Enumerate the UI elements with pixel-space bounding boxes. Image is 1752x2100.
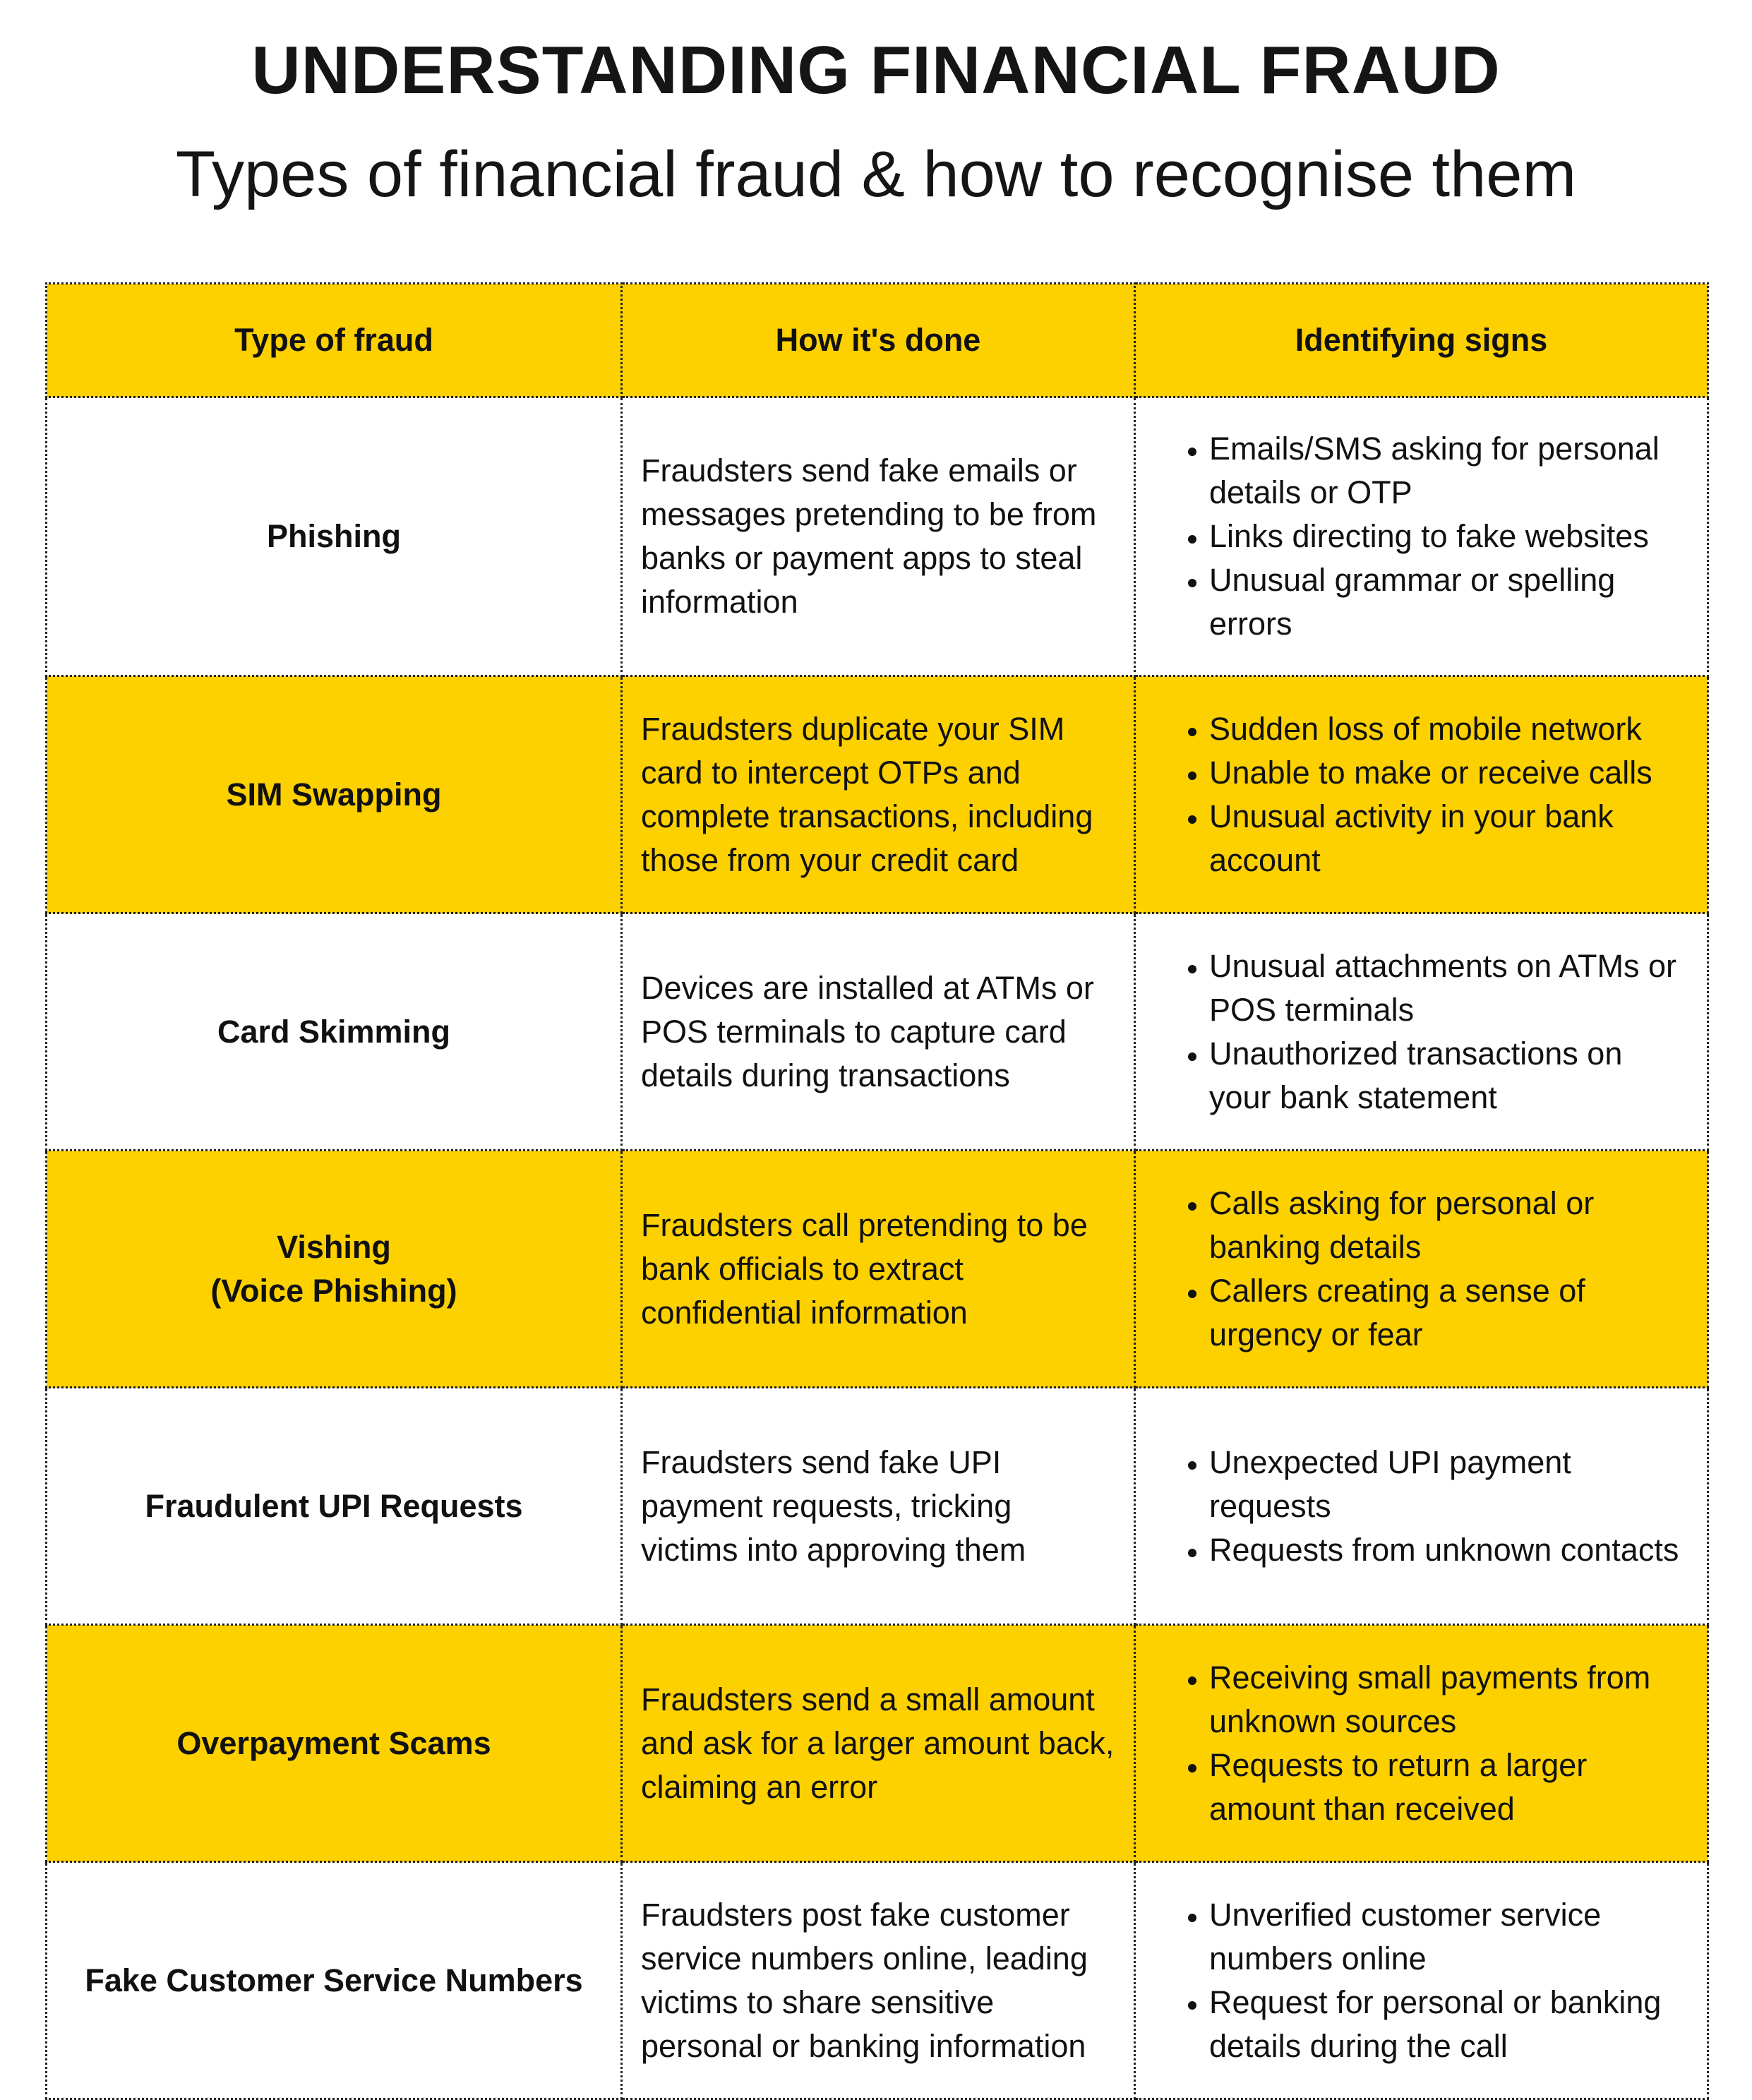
sign-item: • Unauthorized transactions on your bank statement	[1209, 1032, 1693, 1120]
fraud-type-cell: SIM Swapping	[47, 676, 622, 913]
how-done-cell: Devices are installed at ATMs or POS terminals to capture card details during transactions	[622, 913, 1135, 1151]
sign-item: • Callers creating a sense of urgency or fear	[1209, 1269, 1693, 1357]
fraud-type-cell: Card Skimming	[47, 913, 622, 1151]
signs-cell	[1135, 1625, 1708, 1862]
sign-item: • Requests to return a larger amount than received	[1209, 1744, 1693, 1831]
sign-item: • Unusual activity in your bank account	[1209, 795, 1693, 882]
sign-item: • Unverified customer service numbers online	[1209, 1893, 1693, 1981]
sign-item: • Links directing to fake websites	[1209, 515, 1693, 558]
fraud-type-cell: Overpayment Scams	[47, 1625, 622, 1862]
sign-item: • Unexpected UPI payment requests	[1209, 1441, 1693, 1528]
signs-list	[1136, 1441, 1693, 1572]
sign-item: • Request for personal or banking details during the call	[1209, 1981, 1693, 2068]
table-row-vishing	[47, 1151, 1708, 1388]
table-row-card-skimming	[47, 913, 1708, 1151]
fraud-type-cell: Phishing	[47, 397, 622, 676]
sign-item: • Unusual attachments on ATMs or POS terminals	[1209, 944, 1693, 1032]
sign-item: • Sudden loss of mobile network	[1209, 707, 1693, 751]
fraud-types-table	[45, 282, 1709, 2100]
page-title: UNDERSTANDING FINANCIAL FRAUD	[251, 32, 1501, 108]
column-header-how: How it's done	[622, 284, 1135, 397]
how-done-cell: Fraudsters send a small amount and ask for a larger amount back, claiming an error	[622, 1625, 1135, 1862]
table-row-phishing	[47, 397, 1708, 676]
table-row-overpayment-scams	[47, 1625, 1708, 1862]
sign-item: • Receiving small payments from unknown sources	[1209, 1656, 1693, 1744]
page-subtitle: Types of financial fraud & how to recognise them	[175, 138, 1577, 210]
signs-list	[1136, 1182, 1693, 1357]
signs-list	[1136, 427, 1693, 646]
how-done-cell: Fraudsters send fake UPI payment requests, tricking victims into approving them	[622, 1388, 1135, 1625]
fraud-type-line: Vishing	[277, 1228, 391, 1265]
fraud-type-cell: Fake Customer Service Numbers	[47, 1862, 622, 2099]
signs-list	[1136, 944, 1693, 1120]
how-done-cell: Fraudsters call pretending to be bank officials to extract confidential information	[622, 1151, 1135, 1388]
signs-cell	[1135, 913, 1708, 1151]
column-header-signs: Identifying signs	[1135, 284, 1708, 397]
how-done-cell: Fraudsters duplicate your SIM card to intercept OTPs and complete transactions, including those from your credit card	[622, 676, 1135, 913]
how-done-cell: Fraudsters post fake customer service numbers online, leading victims to share sensitive personal or banking information	[622, 1862, 1135, 2099]
signs-list	[1136, 1656, 1693, 1831]
table-header-row	[47, 284, 1708, 397]
sign-item: • Emails/SMS asking for personal details or OTP	[1209, 427, 1693, 515]
sign-item: • Unable to make or receive calls	[1209, 751, 1693, 795]
fraud-type-cell	[47, 1151, 622, 1388]
signs-cell	[1135, 1151, 1708, 1388]
signs-cell	[1135, 676, 1708, 913]
table-row-fake-customer-service	[47, 1862, 1708, 2099]
how-done-cell: Fraudsters send fake emails or messages pretending to be from banks or payment apps to steal information	[622, 397, 1135, 676]
column-header-type: Type of fraud	[47, 284, 622, 397]
signs-cell	[1135, 397, 1708, 676]
signs-list	[1136, 707, 1693, 882]
sign-item: • Calls asking for personal or banking details	[1209, 1182, 1693, 1269]
signs-cell	[1135, 1388, 1708, 1625]
table-row-sim-swapping	[47, 676, 1708, 913]
sign-item: • Unusual grammar or spelling errors	[1209, 558, 1693, 646]
fraud-type-cell: Fraudulent UPI Requests	[47, 1388, 622, 1625]
fraud-type-line: (Voice Phishing)	[210, 1272, 457, 1309]
table-row-upi-requests	[47, 1388, 1708, 1625]
signs-list	[1136, 1893, 1693, 2068]
sign-item: • Requests from unknown contacts	[1209, 1528, 1693, 1572]
signs-cell	[1135, 1862, 1708, 2099]
